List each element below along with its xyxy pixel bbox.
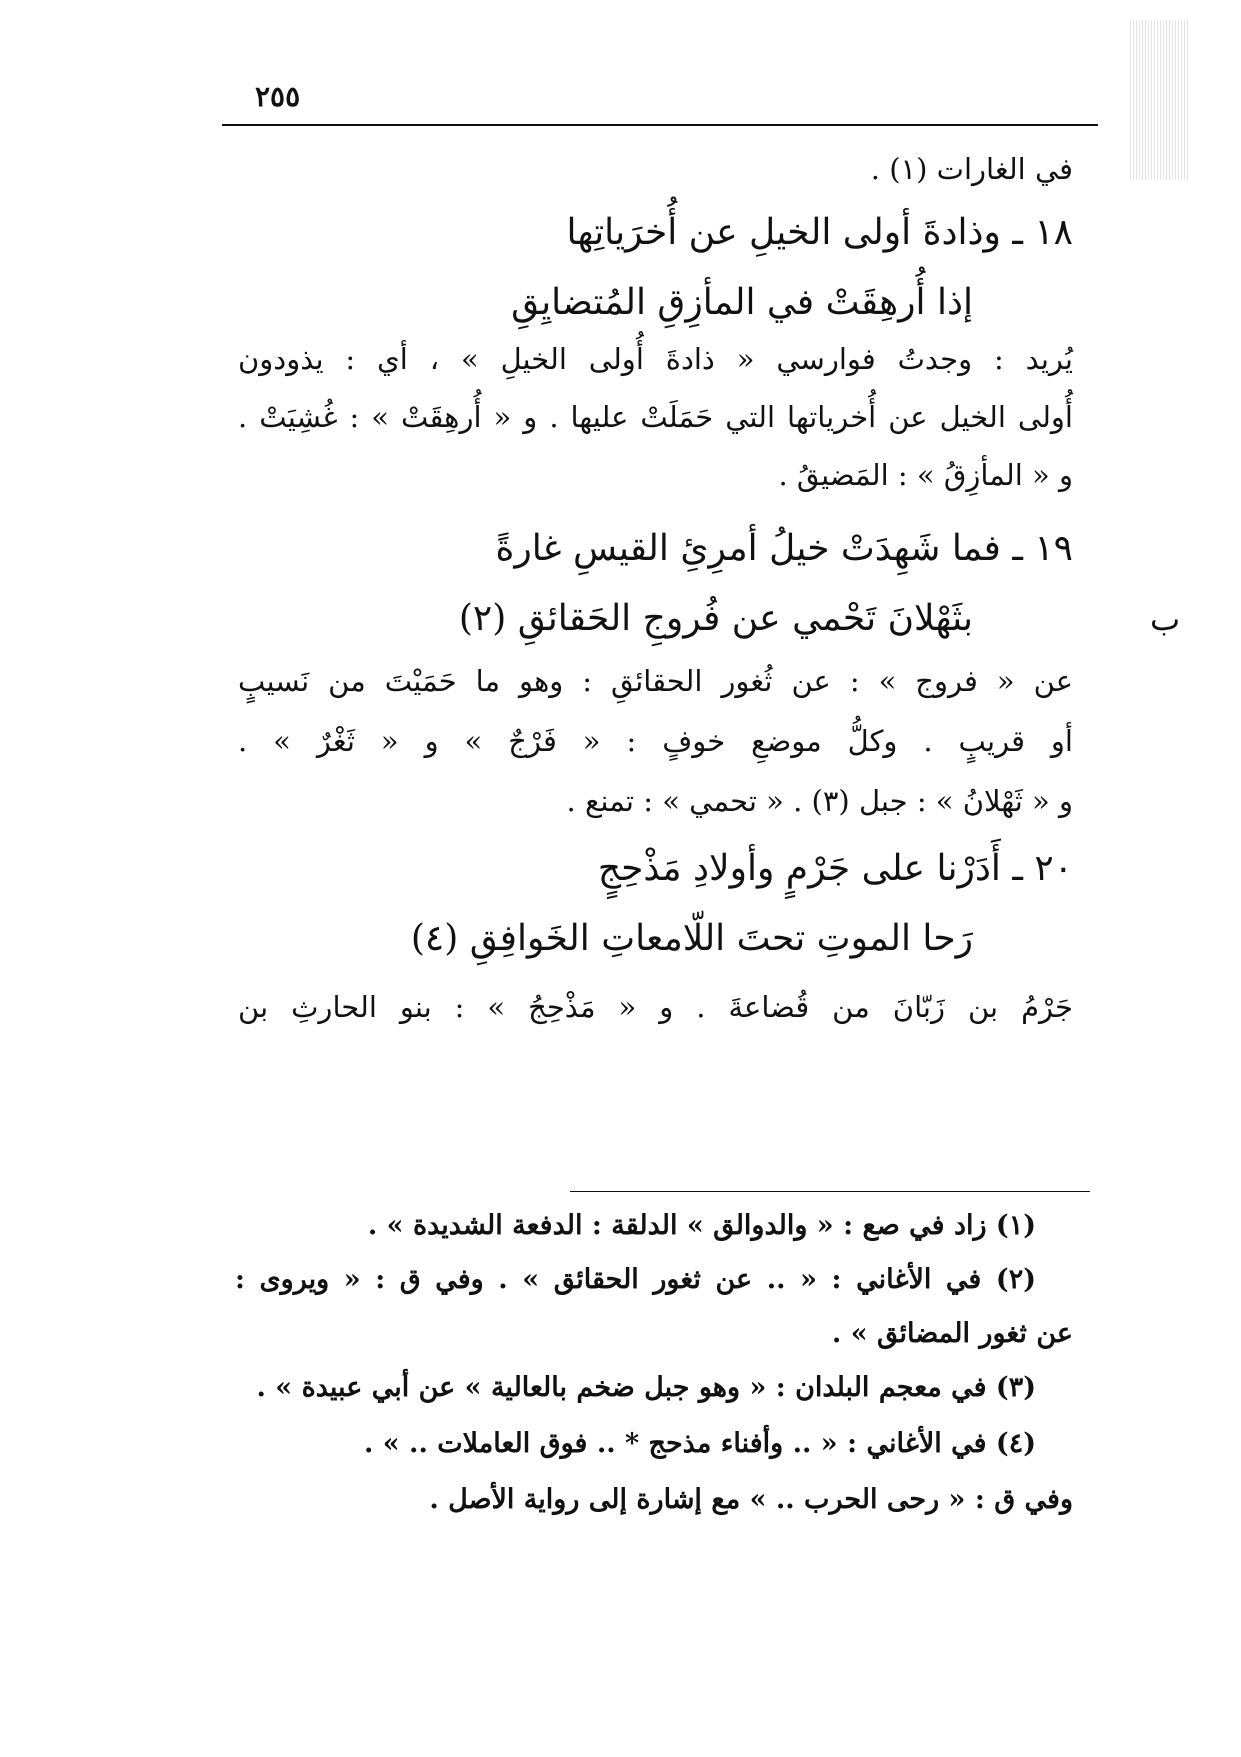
verse-18-first-hemistich: ١٨ ـ وذادةَ أولى الخيلِ عن أُخرَياتِها xyxy=(566,212,1073,253)
footnote-4: (٤) في الأغاني : « .. وأفناء مذحج * .. فوق العاملات .. » . xyxy=(363,1428,1036,1459)
page-number: ٢٥٥ xyxy=(255,80,301,113)
footnote-2-continuation: عن ثغور المضائق » . xyxy=(831,1318,1073,1349)
body-line-continuation: في الغارات (١) . xyxy=(870,152,1073,186)
footnote-rule xyxy=(570,1191,1090,1192)
scan-edge-texture xyxy=(1130,20,1188,180)
footnote-4-continuation: وفي ق : « رحى الحرب .. » مع إشارة إلى رواية الأصل . xyxy=(429,1484,1073,1515)
verse-19-first-hemistich: ١٩ ـ فما شَهِدَتْ خيلُ أمرِئِ القيسِ غارةً xyxy=(495,528,1073,569)
footnote-3: (٣) في معجم البلدان : « وهو جبل ضخم بالعالية » عن أبي عبيدة » . xyxy=(256,1372,1036,1403)
commentary-line: يُريد : وجدتُ فوارسي « ذادةَ أُولى الخيلِ » ، أي : يذودون xyxy=(238,342,1073,376)
commentary-line: أو قريبٍ . وكلُّ موضعِ خوفٍ : « فَرْجٌ » و « ثَغْرٌ » . xyxy=(238,724,1073,758)
commentary-line: جَرْمُ بن زَبّانَ من قُضاعةَ . و « مَذْحِجُ » : بنو الحارثِ بن xyxy=(238,990,1073,1024)
footnote-1: (١) زاد في صع : « والدوالق » الدلقة : الدفعة الشديدة » . xyxy=(367,1210,1036,1241)
commentary-line: عن « فروج » : عن ثُغور الحقائقِ : وهو ما حَمَيْتَ من نَسيبٍ xyxy=(238,664,1073,698)
verse-19-second-hemistich: بثَهْلانَ تَحْمي عن فُروجِ الحَقائقِ (٢) xyxy=(458,598,973,639)
verse-18-second-hemistich: إذا أُرهِقَتْ في المأزِقِ المُتضايِقِ xyxy=(511,282,973,323)
margin-note: ب xyxy=(1150,600,1181,638)
header-rule xyxy=(222,124,1098,126)
verse-20-second-hemistich: رَحا الموتِ تحتَ اللّامعاتِ الخَوافِقِ (٤) xyxy=(410,918,973,959)
commentary-line: أُولى الخيل عن أُخرياتها التي حَمَلَتْ عليها . و « أُرهِقَتْ » : غُشِيَتْ . xyxy=(238,400,1073,434)
commentary-line: و « المأزِقُ » : المَضيقُ . xyxy=(778,458,1073,492)
verse-20-first-hemistich: ٢٠ ـ أَدَرْنا على جَرْمٍ وأولادِ مَذْحِجٍ xyxy=(597,848,1073,889)
commentary-line: و « ثَهْلانُ » : جبل (٣) . « تحمي » : تمنع . xyxy=(566,784,1073,818)
footnote-2: (٢) في الأغاني : « .. عن ثغور الحقائق » . وفي ق : « ويروى : xyxy=(235,1264,1036,1295)
